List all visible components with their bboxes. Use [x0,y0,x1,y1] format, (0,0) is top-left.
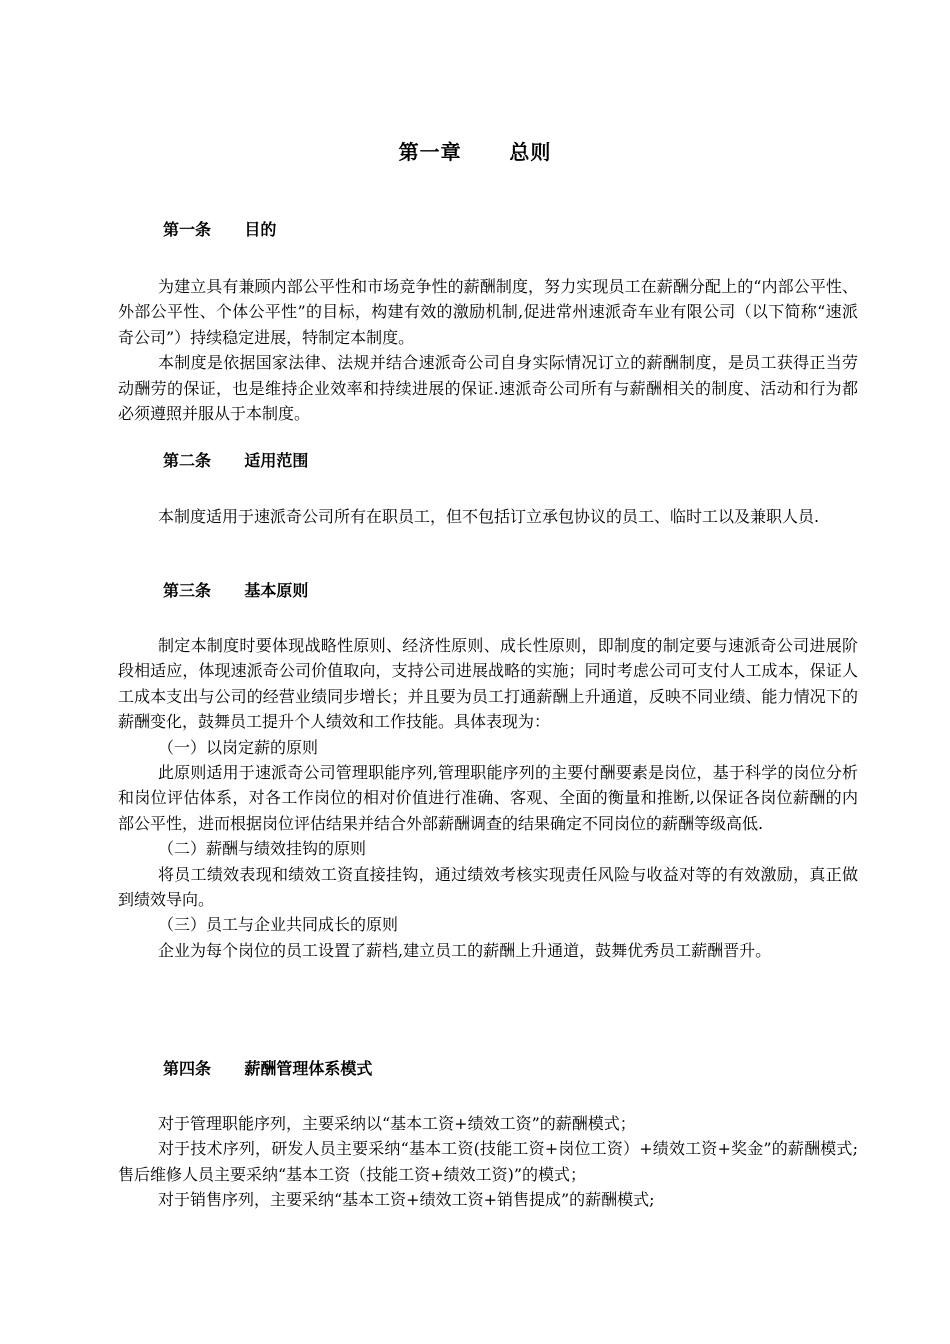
article-body-pay-model [118,1111,858,1213]
paragraph: 本制度适用于速派奇公司所有在职员工，但不包括订立承包协议的员工、临时工以及兼职人员. [158,507,820,526]
sub-heading: （一）以岗定薪的原则 [158,737,319,757]
chapter-title: 第一章 总则 [398,140,552,164]
sub-heading: （二）薪酬与绩效挂钩的原则 [158,839,367,859]
paragraph: 将员工绩效表现和绩效工资直接挂钩，通过绩效考核实现责任风险与收益对等的有效激励，真正做到绩效导向。 [118,864,858,910]
paragraph: 企业为每个岗位的员工设置了薪档,建立员工的薪酬上升通道，鼓舞优秀员工薪酬晋升。 [158,940,772,960]
article-heading-principles: 第三条 基本原则 [163,581,309,600]
paragraph: 制定本制度时要体现战略性原则、经济性原则、成长性原则，即制度的制定要与速派奇公司进展阶段相适应，体现速派奇公司价值取向，支持公司进展战略的实施；同时考虑公司可支付人工成本，保证人工成本支出与公司的经营业绩同步增长；并且要为员工打通薪酬上升通道，反映不同业绩、能力情况下的薪酬变化，鼓舞员工提升个人绩效和工作技能。具体表现为： [118,636,858,732]
article-heading-pay-model: 第四条 薪酬管理体系模式 [163,1059,373,1078]
article-heading-scope: 第二条 适用范围 [163,451,309,470]
paragraph: 此原则适用于速派奇公司管理职能序列,管理职能序列的主要付酬要素是岗位，基于科学的岗位分析和岗位评估体系，对各工作岗位的相对价值进行准确、客观、全面的衡量和推断,以保证各岗位薪酬的内部公平性，进而根据岗位评估结果并结合外部薪酬调查的结果确定不同岗位的薪酬等级高低. [118,763,858,833]
article-heading-purpose: 第一条 目的 [163,220,277,239]
paragraph: 为建立具有兼顾内部公平性和市场竞争性的薪酬制度，努力实现员工在薪酬分配上的“内部公平性、外部公平性、个体公平性”的目标，构建有效的激励机制,促进常州速派奇车业有限公司（以下简称“速派奇公司”）持续稳定进展，特制定本制度。 [118,277,858,347]
paragraph: 对于技术序列，研发人员主要采纳“基本工资(技能工资+岗位工资）+绩效工资+奖金”的薪酬模式;售后维修人员主要采纳“基本工资（技能工资+绩效工资)”的模式； [118,1139,858,1184]
article-body-purpose [118,274,858,426]
article-body-scope [118,504,858,529]
article-body-principles [118,633,858,963]
paragraph: 对于销售序列，主要采纳“基本工资+绩效工资+销售提成”的薪酬模式; [158,1190,655,1210]
sub-heading: （三）员工与企业共同成长的原则 [158,915,399,935]
paragraph: 对于管理职能序列，主要采纳以“基本工资+绩效工资”的薪酬模式； [158,1114,636,1133]
paragraph: 本制度是依据国家法律、法规并结合速派奇公司自身实际情况订立的薪酬制度，是员工获得正当劳动酬劳的保证，也是维持企业效率和持续进展的保证.速派奇公司所有与薪酬相关的制度、活动和行为都必须遵照并服从于本制度。 [118,353,858,424]
